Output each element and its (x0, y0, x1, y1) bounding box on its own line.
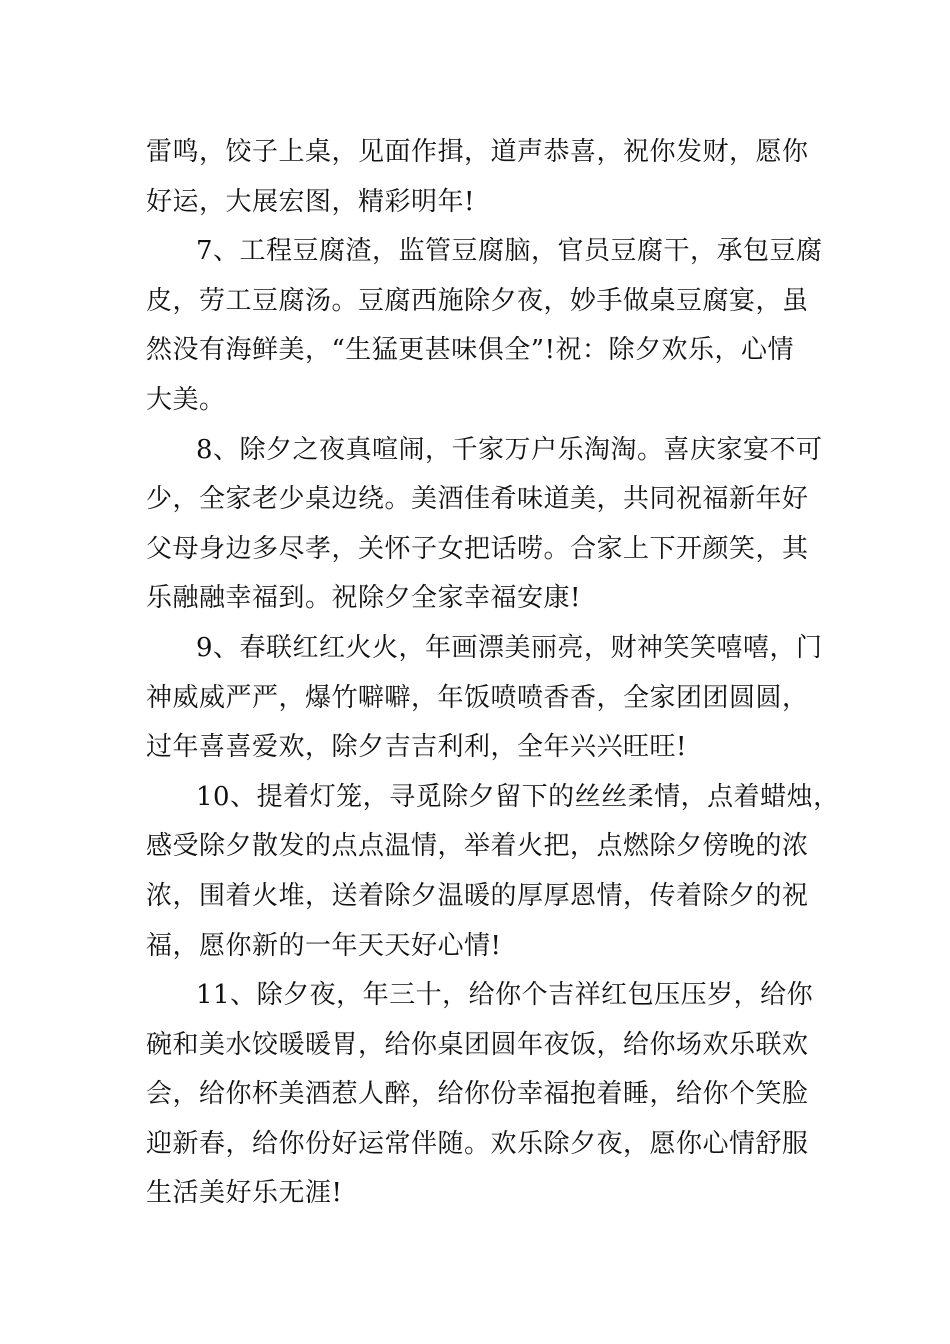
text-line: 会，给你杯美酒惹人醉，给你份幸福抱着睡，给你个笑脸 (146, 1079, 809, 1110)
text-line: 然没有海鲜美，“生猛更甚味俱全”!祝：除夕欢乐，心情 (146, 335, 795, 366)
paragraph-9-start: 9、春联红红火火，年画漂美丽亮，财神笑笑嘻嘻，门 (196, 632, 823, 663)
text-line: 生活美好乐无涯! (146, 1178, 343, 1209)
text-line: 神威威严严，爆竹噼噼，年饭喷喷香香，全家团团圆圆， (146, 682, 809, 713)
text-line: 父母身边多尽孝，关怀子女把话唠。合家上下开颜笑，其 (146, 533, 809, 564)
text-line: 皮，劳工豆腐汤。豆腐西施除夕夜，妙手做桌豆腐宴，虽 (146, 285, 809, 316)
text-line: 迎新春，给你份好运常伴随。欢乐除夕夜，愿你心情舒服 (146, 1128, 809, 1159)
paragraph-8-start: 8、除夕之夜真喧闹，千家万户乐淘淘。喜庆家宴不可 (196, 434, 823, 465)
text-line: 过年喜喜爱欢，除夕吉吉利利，全年兴兴旺旺! (146, 732, 687, 763)
text-line: 感受除夕散发的点点温情，举着火把，点燃除夕傍晚的浓 (146, 831, 809, 862)
text-line: 大美。 (146, 384, 226, 415)
document-body (146, 128, 840, 1219)
text-line: 碗和美水饺暖暖胃，给你桌团圆年夜饭，给你场欢乐联欢 (146, 1029, 809, 1060)
text-line: 好运，大展宏图，精彩明年! (146, 186, 475, 217)
paragraph-11-start: 11、除夕夜，年三十，给你个吉祥红包压压岁，给你 (196, 980, 814, 1011)
paragraph-10-start: 10、提着灯笼，寻觅除夕留下的丝丝柔情，点着蜡烛， (196, 781, 840, 812)
text-line: 乐融融幸福到。祝除夕全家幸福安康! (146, 583, 581, 614)
text-line: 浓，围着火堆，送着除夕温暖的厚厚恩情，传着除夕的祝 (146, 880, 809, 911)
text-line: 少，全家老少桌边绕。美酒佳肴味道美，共同祝福新年好 (146, 484, 809, 515)
paragraph-7-start: 7、工程豆腐渣，监管豆腐脑，官员豆腐干，承包豆腐 (196, 236, 823, 267)
text-line: 福，愿你新的一年天天好心情! (146, 930, 502, 961)
text-line: 雷鸣，饺子上桌，见面作揖，道声恭喜，祝你发财，愿你 (146, 137, 809, 167)
